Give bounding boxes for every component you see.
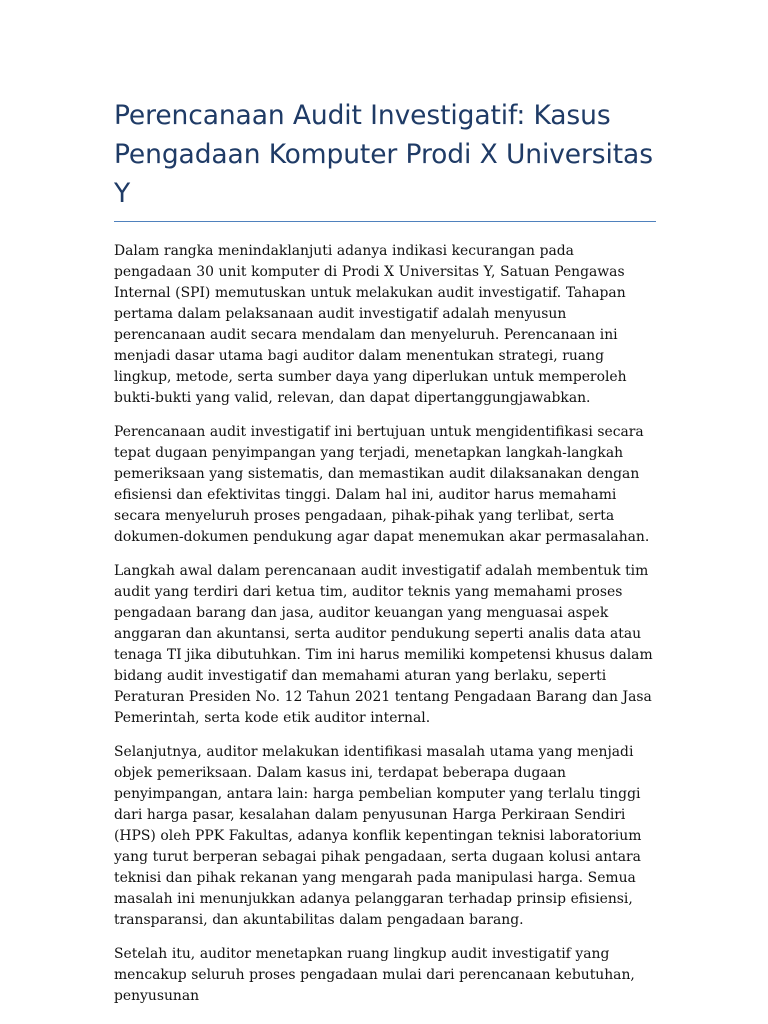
paragraph: Perencanaan audit investigatif ini bertujuan untuk mengidentifikasi secara tepat dugaan penyimpangan yang terjadi, menetapkan langkah-langkah pemeriksaan yang sistematis, dan memastikan audit dilaksanakan dengan efisiensi dan efektivitas tinggi. Dalam hal ini, auditor harus memahami secara menyeluruh proses pengadaan, pihak-pihak yang terlibat, serta dokumen-dokumen pendukung agar dapat menemukan akar permasalahan. (114, 424, 650, 545)
paragraph: Setelah itu, auditor menetapkan ruang lingkup audit investigatif yang mencakup seluruh proses pengadaan mulai dari perencanaan kebutuhan, penyusunan (114, 946, 635, 1004)
document-body (114, 241, 656, 1007)
paragraph: Langkah awal dalam perencanaan audit investigatif adalah membentuk tim audit yang terdiri dari ketua tim, auditor teknis yang memahami proses pengadaan barang dan jasa, auditor keuangan yang menguasai aspek anggaran dan akuntansi, serta auditor pendukung seperti analis data atau tenaga TI jika dibutuhkan. Tim ini harus memiliki kompetensi khusus dalam bidang audit investigatif dan memahami aturan yang berlaku, seperti Peraturan Presiden No. 12 Tahun 2021 tentang Pengadaan Barang dan Jasa Pemerintah, serta kode etik auditor internal. (114, 563, 653, 726)
paragraph: Selanjutnya, auditor melakukan identifikasi masalah utama yang menjadi objek pemeriksaan. Dalam kasus ini, terdapat beberapa dugaan penyimpangan, antara lain: harga pembelian komputer yang terlalu tinggi dari harga pasar, kesalahan dalam penyusunan Harga Perkiraan Sendiri (HPS) oleh PPK Fakultas, adanya konflik kepentingan teknisi laboratorium yang turut berperan sebagai pihak pengadaan, serta dugaan kolusi antara teknisi dan pihak rekanan yang mengarah pada manipulasi harga. Semua masalah ini menunjukkan adanya pelanggaran terhadap prinsip efisiensi, transparansi, dan akuntabilitas dalam pengadaan barang. (114, 744, 642, 928)
document-title: Perencanaan Audit Investigatif: Kasus Pengadaan Komputer Prodi X Universitas Y (114, 96, 656, 222)
document-content (114, 96, 656, 1020)
paragraph: Dalam rangka menindaklanjuti adanya indikasi kecurangan pada pengadaan 30 unit komputer di Prodi X Universitas Y, Satuan Pengawas Internal (SPI) memutuskan untuk melakukan audit investigatif. Tahapan pertama dalam pelaksanaan audit investigatif adalah menyusun perencanaan audit secara mendalam dan menyeluruh. Perencanaan ini menjadi dasar utama bagi auditor dalam menentukan strategi, ruang lingkup, metode, serta sumber daya yang diperlukan untuk memperoleh bukti-bukti yang valid, relevan, dan dapat dipertanggungjawabkan. (114, 243, 627, 406)
